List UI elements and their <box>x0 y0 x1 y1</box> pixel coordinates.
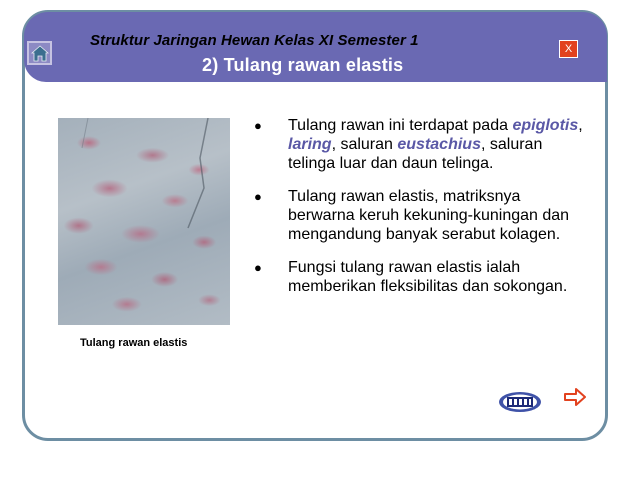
bullet-list <box>254 116 584 296</box>
bullet-icon: ● <box>254 189 262 204</box>
next-button[interactable] <box>564 388 586 406</box>
slide-subtitle: 2) Tulang rawan elastis <box>202 55 404 75</box>
bullet-text: Tulang rawan elastis, matriksnya berwarna keruh kekuning-kuningan dan mengandung banyak serabut kolagen. <box>288 188 570 243</box>
bullet-text: Tulang rawan ini terdapat pada <box>288 117 513 134</box>
bullet-text: , saluran <box>331 136 398 153</box>
menu-button[interactable] <box>498 391 542 413</box>
bullet-text: , <box>578 117 583 134</box>
specimen-texture <box>58 118 230 325</box>
menu-badge-icon <box>499 392 541 412</box>
bullet-text: , saluran telinga luar dan daun telinga. <box>288 136 543 172</box>
term-epiglotis: epiglotis <box>512 117 579 134</box>
figure-caption: Tulang rawan elastis <box>80 337 188 349</box>
bullet-text: Fungsi tulang rawan elastis ialah memberikan fleksibilitas dan sokongan. <box>288 259 568 295</box>
bullet-item <box>254 187 584 244</box>
home-button[interactable] <box>27 41 52 65</box>
close-button[interactable]: X <box>559 40 578 58</box>
home-icon <box>31 45 49 62</box>
bullet-item <box>254 258 584 296</box>
bullet-icon: ● <box>254 118 262 133</box>
bullet-item <box>254 116 584 173</box>
bullet-icon: ● <box>254 260 262 275</box>
arrow-right-icon <box>565 389 585 405</box>
term-eustachius: eustachius <box>397 136 481 153</box>
page-title: Struktur Jaringan Hewan Kelas XI Semester 1 <box>90 32 419 49</box>
term-laring: laring <box>288 136 332 153</box>
